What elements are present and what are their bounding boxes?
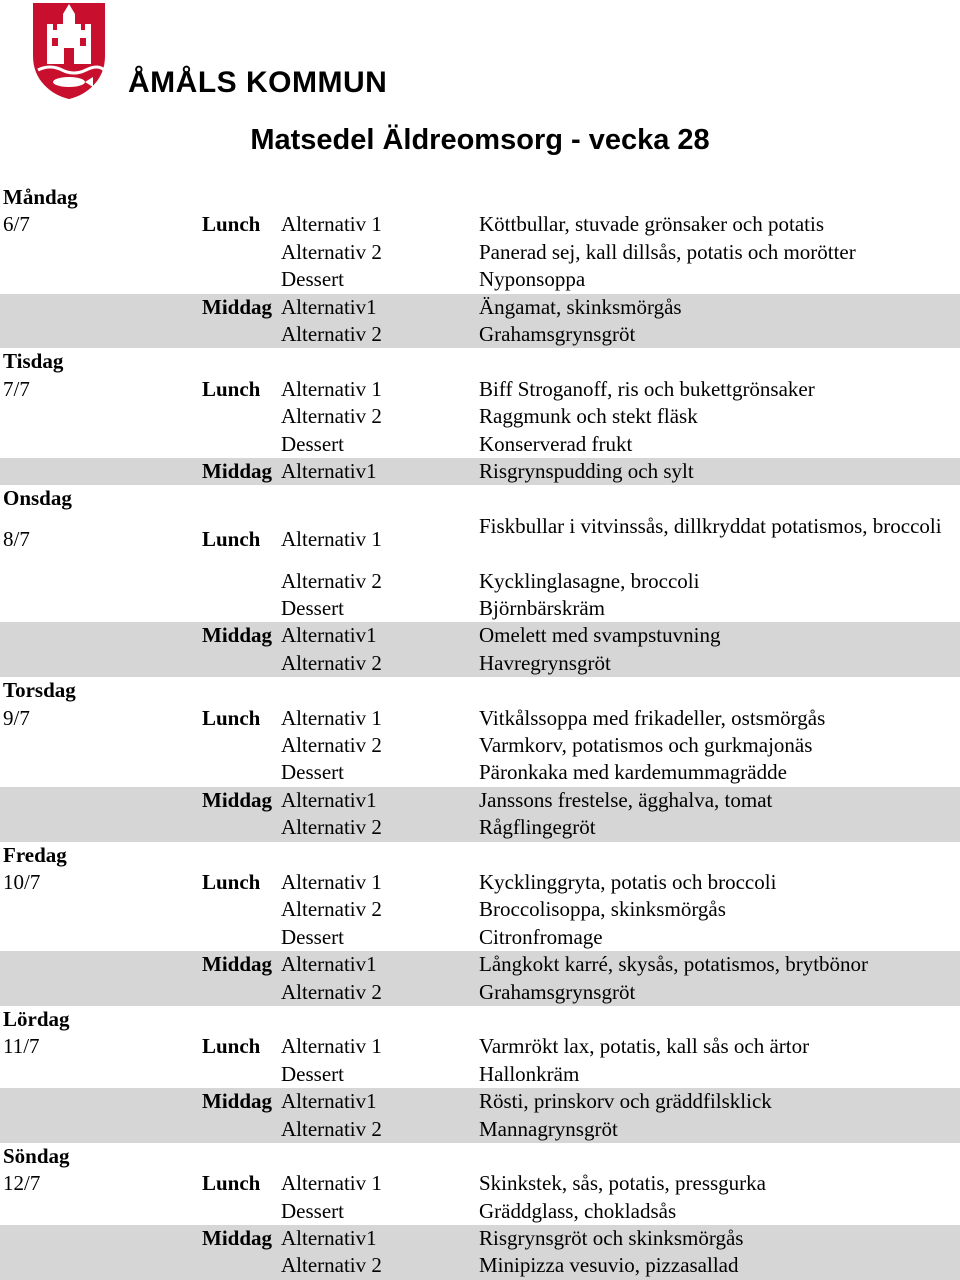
menu-date: 10/7	[3, 869, 41, 894]
dish-name: Omelett med svampstuvning	[479, 623, 721, 648]
menu-alternative: Alternativ 2	[281, 897, 382, 922]
menu-row	[0, 1033, 960, 1060]
menu-date: 9/7	[3, 705, 30, 730]
menu-alternative: Dessert	[281, 267, 344, 292]
menu-row	[0, 1225, 960, 1252]
menu-alternative: Alternativ 2	[281, 321, 382, 346]
menu-row	[0, 650, 960, 677]
dish-name: Varmrökt lax, potatis, kall sås och ärtor	[479, 1034, 810, 1059]
meal-type: Middag	[202, 458, 273, 483]
menu-alternative: Alternativ 1	[281, 376, 382, 401]
dish-name: Grahamsgrynsgröt	[479, 321, 636, 346]
menu-alternative: Dessert	[281, 596, 344, 621]
dish-name: Kycklinggryta, potatis och broccoli	[479, 869, 777, 894]
dish-name: Köttbullar, stuvade grönsaker och potatis	[479, 212, 824, 237]
meal-type: Lunch	[202, 869, 261, 894]
dish-name: Havregrynsgröt	[479, 650, 611, 675]
page-header	[0, 0, 960, 156]
menu-row	[0, 294, 960, 321]
dish-name: Nyponsoppa	[479, 267, 586, 292]
dish-name: Panerad sej, kall dillsås, potatis och morötter	[479, 239, 856, 264]
meal-type: Lunch	[202, 212, 261, 237]
menu-row	[0, 431, 960, 458]
menu-row	[0, 705, 960, 732]
dish-name: Kycklinglasagne, broccoli	[479, 568, 700, 593]
menu-row	[0, 1061, 960, 1088]
meal-type: Middag	[202, 623, 273, 648]
menu-alternative: Alternativ 2	[281, 239, 382, 264]
menu-alternative: Alternativ 1	[281, 1034, 382, 1059]
meal-type: Middag	[202, 1226, 273, 1251]
menu-row	[0, 1198, 960, 1225]
day-heading: Fredag	[3, 842, 67, 867]
meal-type: Middag	[202, 952, 273, 977]
menu-date: 11/7	[3, 1034, 40, 1059]
meal-type: Lunch	[202, 1034, 261, 1059]
menu-alternative: Dessert	[281, 924, 344, 949]
meal-type: Lunch	[202, 376, 261, 401]
page-title: Matsedel Äldreomsorg - vecka 28	[250, 124, 710, 156]
weekly-menu	[0, 184, 960, 1280]
menu-row	[0, 732, 960, 759]
menu-row	[0, 1116, 960, 1143]
dish-name: Gräddglass, chokladsås	[479, 1198, 677, 1223]
dish-name: Päronkaka med kardemummagrädde	[479, 760, 787, 785]
dish-name: Ängamat, skinksmörgås	[479, 294, 682, 319]
meal-type: Middag	[202, 294, 273, 319]
menu-row	[0, 1252, 960, 1279]
menu-row	[0, 896, 960, 923]
dish-name: Grahamsgrynsgröt	[479, 979, 636, 1004]
menu-alternative: Alternativ 2	[281, 568, 382, 593]
menu-date: 8/7	[3, 526, 30, 551]
menu-row	[0, 513, 960, 568]
dish-name: Risgrynspudding och sylt	[479, 458, 694, 483]
dish-name: Biff Stroganoff, ris och bukettgrönsaker	[479, 376, 815, 401]
menu-alternative: Alternativ 2	[281, 1253, 382, 1278]
menu-alternative: Alternativ1	[281, 1226, 377, 1251]
menu-row	[0, 622, 960, 649]
menu-row	[0, 759, 960, 786]
menu-row	[0, 787, 960, 814]
menu-row	[0, 595, 960, 622]
dish-name: Janssons frestelse, ägghalva, tomat	[479, 787, 773, 812]
menu-date: 12/7	[3, 1171, 41, 1196]
menu-alternative: Alternativ 1	[281, 526, 382, 551]
meal-type: Lunch	[202, 526, 261, 551]
menu-alternative: Dessert	[281, 1061, 344, 1086]
menu-row	[0, 266, 960, 293]
menu-alternative: Dessert	[281, 760, 344, 785]
menu-alternative: Alternativ 1	[281, 869, 382, 894]
dish-name: Mannagrynsgröt	[479, 1116, 618, 1141]
menu-row	[0, 1088, 960, 1115]
organization-name: ÅMÅLS KOMMUN	[128, 66, 388, 99]
menu-alternative: Alternativ 1	[281, 1171, 382, 1196]
menu-row	[0, 403, 960, 430]
dish-name: Broccolisoppa, skinksmörgås	[479, 897, 726, 922]
menu-row	[0, 951, 960, 978]
meal-type: Middag	[202, 787, 273, 812]
meal-type: Middag	[202, 1089, 273, 1114]
menu-row	[0, 376, 960, 403]
day-heading: Lördag	[3, 1006, 70, 1031]
menu-row	[0, 979, 960, 1006]
dish-name: Skinkstek, sås, potatis, pressgurka	[479, 1171, 766, 1196]
meal-type: Lunch	[202, 705, 261, 730]
menu-alternative: Alternativ 2	[281, 733, 382, 758]
menu-row	[0, 321, 960, 348]
municipal-crest-icon	[30, 0, 108, 100]
day-heading: Onsdag	[3, 486, 72, 511]
menu-alternative: Dessert	[281, 431, 344, 456]
menu-alternative: Alternativ 2	[281, 815, 382, 840]
menu-date: 7/7	[3, 376, 30, 401]
day-heading: Torsdag	[3, 678, 76, 703]
menu-row	[0, 568, 960, 595]
day-heading: Tisdag	[3, 349, 64, 374]
dish-name: Hallonkräm	[479, 1061, 580, 1086]
menu-alternative: Alternativ 2	[281, 979, 382, 1004]
menu-alternative: Alternativ1	[281, 458, 377, 483]
dish-name: Björnbärskräm	[479, 596, 605, 621]
menu-row	[0, 924, 960, 951]
menu-row	[0, 1170, 960, 1197]
dish-name: Risgrynsgröt och skinksmörgås	[479, 1226, 744, 1251]
day-heading: Söndag	[3, 1143, 70, 1168]
dish-name: Långkokt karré, skysås, potatismos, brytbönor	[479, 952, 869, 977]
dish-name: Rösti, prinskorv och gräddfilsklick	[479, 1089, 772, 1114]
menu-alternative: Alternativ 2	[281, 650, 382, 675]
menu-alternative: Alternativ 1	[281, 705, 382, 730]
dish-name: Raggmunk och stekt fläsk	[479, 404, 698, 429]
dish-name: Minipizza vesuvio, pizzasallad	[479, 1253, 739, 1278]
day-heading: Måndag	[3, 185, 78, 209]
dish-name: Vitkålssoppa med frikadeller, ostsmörgås	[479, 705, 826, 730]
menu-date: 6/7	[3, 212, 30, 237]
meal-type: Lunch	[202, 1171, 261, 1196]
menu-alternative: Alternativ1	[281, 787, 377, 812]
menu-alternative: Alternativ 2	[281, 404, 382, 429]
menu-row	[0, 239, 960, 266]
dish-name: Fiskbullar i vitvinssås, dillkryddat potatismos, broccoli	[479, 513, 942, 538]
dish-name: Citronfromage	[479, 924, 603, 949]
dish-name: Konserverad frukt	[479, 431, 633, 456]
menu-alternative: Alternativ 1	[281, 212, 382, 237]
menu-alternative: Alternativ1	[281, 623, 377, 648]
menu-alternative: Alternativ1	[281, 952, 377, 977]
menu-row	[0, 814, 960, 841]
menu-row	[0, 458, 960, 485]
menu-row	[0, 869, 960, 896]
menu-alternative: Alternativ1	[281, 294, 377, 319]
dish-name: Varmkorv, potatismos och gurkmajonäs	[479, 733, 813, 758]
menu-row	[0, 211, 960, 238]
menu-alternative: Alternativ 2	[281, 1116, 382, 1141]
menu-alternative: Dessert	[281, 1198, 344, 1223]
dish-name: Rågflingegröt	[479, 815, 596, 840]
menu-alternative: Alternativ1	[281, 1089, 377, 1114]
